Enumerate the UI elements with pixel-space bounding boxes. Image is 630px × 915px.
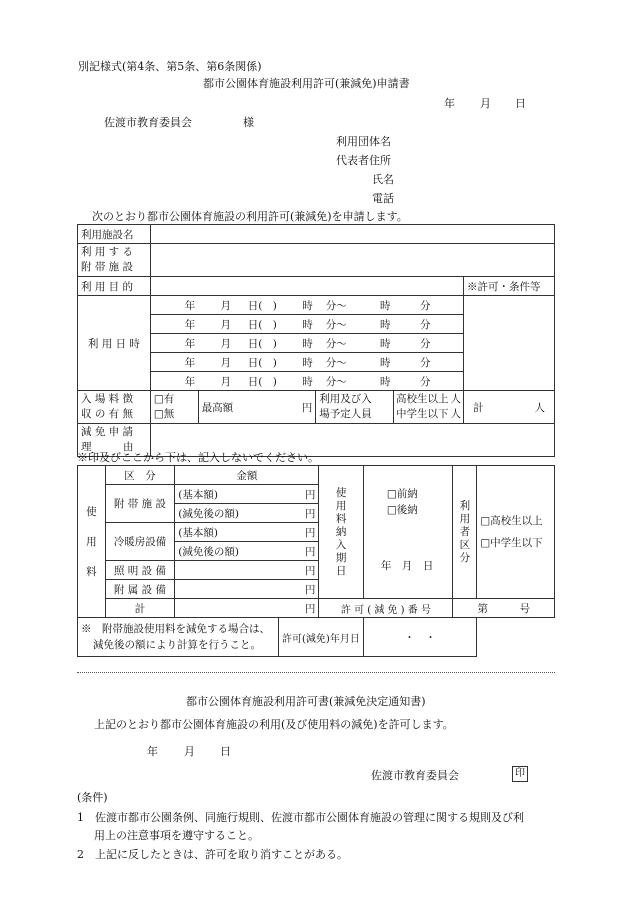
cooling-label: 冷暖房設備: [105, 523, 175, 561]
lighting-label: 照 明 設 備: [105, 561, 175, 580]
issuer: 佐渡市教育委員会: [371, 769, 459, 782]
attached-equipment-label: 附 属 設 備: [105, 580, 175, 599]
purpose-field[interactable]: [150, 277, 463, 296]
max-amount-yen: 円: [280, 391, 316, 424]
condition-1-line1: 1 佐渡市都市公園条例、同施行規則、佐渡市都市公園体育施設の管理に関する規則及び利: [77, 811, 524, 824]
conditions-header: (条件): [77, 791, 108, 804]
fee-note: ※ 附帯施設使用料を減免する場合は、 減免後の額により計算を行うこと。: [78, 618, 279, 657]
payment-period-label: 使用料納入期日: [319, 466, 363, 599]
group-name-label: 利用団体名: [336, 135, 391, 148]
condition-2: 2 上記に反したときは、許可を取り消すことがある。: [77, 848, 348, 861]
amount-header: 金額: [175, 466, 319, 485]
subtotal-label: 計: [105, 599, 175, 618]
intro-text: 次のとおり都市公園体育施設の利用許可(兼減免)を申請します。: [92, 210, 408, 223]
application-table: 利用施設名 利 用 す る 附 帯 施 設 利 用 目 的 ※許可・条件等 利 用 日 時 年 月 日( ) 時 分〜 時 分 年 月 日( ) 時 分〜 時 分 年 月 日( ) 時 分〜 時 分 年 月 日( ) 時 分〜 時 分 年 月 日( ) 時 分〜 時 分 入 場 料 徴 収 の 有 無 □有 □無 最高額 円 利用及び入 場予定人員 高校生以上 人 中学生以下 人 計 人 減 免 申 請 理 由: [77, 224, 555, 457]
annex-field[interactable]: [150, 244, 554, 277]
purpose-label: 利 用 目 的: [78, 277, 151, 296]
permit-number-label: 許 可 ( 減 免 ) 番 号: [319, 599, 453, 618]
office-use-table: 使 用 料 区 分 金額 使用料納入期日 □前納 □後納 年 月 日 利用者区分 □高校生以上 □中学生以下 附 帯 施 設 (基本額) 円 (減免後の額) 円 冷暖房設備 (基本額) 円 (減免後の額) 円 照 明 設 備 円 附 属 設 備 円 計 円 許 可 ( 減 免 ) 番 号 第 号 ※ 附帯施設使用料を減免する場合は、 減免後の額により計算を行うこと。 許可(減免)年月日 ・ ・: [77, 465, 555, 657]
honorific: 様: [243, 116, 254, 129]
facility-name-label: 利用施設名: [78, 225, 151, 244]
expected-persons-label: 利用及び入 場予定人員: [316, 391, 394, 424]
cut-line: [77, 672, 555, 673]
seal-icon: 印: [512, 766, 528, 782]
class-header: 区 分: [105, 466, 175, 485]
exemption-reason-label: 減 免 申 請 理 由: [78, 424, 151, 457]
addressee: 佐渡市教育委員会: [104, 116, 192, 129]
date-day: 日: [515, 97, 526, 110]
permit-conditions-label: ※許可・条件等: [464, 277, 555, 296]
usage-fee-label: 使 用 料: [78, 466, 106, 618]
condition-1-line2: 用上の注意事項を遵守すること。: [94, 829, 259, 842]
office-use-note: ※印及びここから下は、記入しないでください。: [77, 451, 319, 464]
permit-date-label: 許可(減免)年月日: [279, 618, 364, 657]
annex-facility-label: 附 帯 施 設: [105, 485, 175, 523]
rep-address-label: 代表者住所: [336, 154, 391, 167]
persons-by-age: 高校生以上 人 中学生以下 人: [394, 391, 464, 424]
form-title: 都市公園体育施設利用許可(兼減免)申請書: [203, 77, 410, 90]
annex-label: 利 用 す る 附 帯 施 設: [78, 244, 151, 277]
user-class-options[interactable]: □高校生以上 □中学生以下: [477, 466, 555, 599]
entrance-fee-label: 入 場 料 徴 収 の 有 無: [78, 391, 151, 424]
facility-name-field[interactable]: [150, 225, 554, 244]
datetime-label: 利 用 日 時: [78, 296, 151, 391]
permit-date-value: ・ ・: [363, 618, 476, 657]
payment-options[interactable]: □前納 □後納 年 月 日: [363, 466, 453, 599]
conditions-field[interactable]: [464, 296, 555, 391]
date-month: 月: [480, 97, 491, 110]
user-class-label: 利用者区分: [453, 466, 477, 599]
max-amount-label: 最高額: [198, 391, 280, 424]
notice-date-year: 年: [147, 745, 158, 758]
phone-label: 電話: [372, 192, 394, 205]
notice-title: 都市公園体育施設利用許可書(兼減免決定通知書): [186, 695, 426, 708]
date-year: 年: [444, 97, 455, 110]
fee-checkboxes[interactable]: □有 □無: [150, 391, 198, 424]
notice-date-day: 日: [220, 745, 231, 758]
total-persons: 計 人: [464, 391, 555, 424]
form-number: 別記様式(第4条、第5条、第6条関係): [78, 60, 262, 73]
notice-body: 上記のとおり都市公園体育施設の利用(及び使用料の減免)を許可します。: [94, 718, 454, 731]
name-label: 氏名: [372, 173, 394, 186]
notice-date-month: 月: [184, 745, 195, 758]
permit-number-value: 第 号: [453, 599, 555, 618]
